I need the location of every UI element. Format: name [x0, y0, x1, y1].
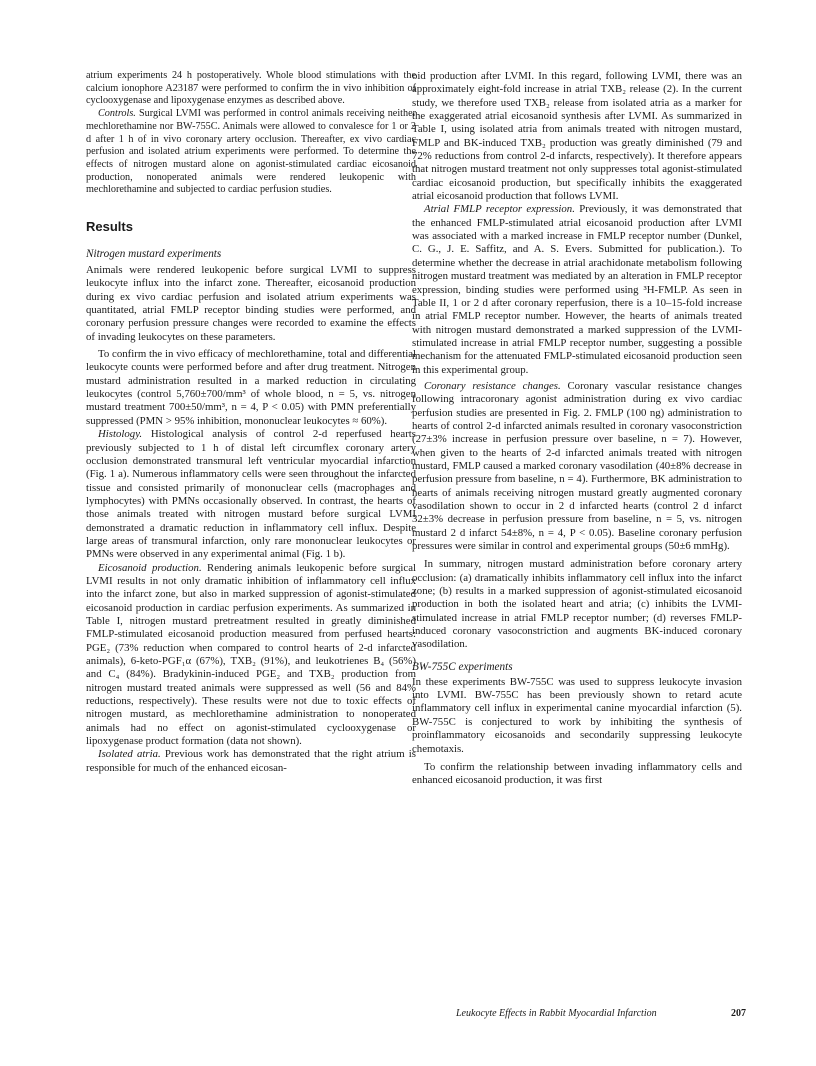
fmlp-receptor-text: Previously, it was demonstrated that the enhanced FMLP-stimulated atrial eicosanoid production after LVMI was associated with a marked increase in FMLP receptor number (Dunkel, C. G., J. E. Saffitz, and A. S. Evers. Submitted for publication.). To determine whether the decrease in atrial arachidonate metabolism following nitrogen mustard treatment was mediated by an alteration in FMLP receptor expression, binding studies were performed using ³H-FMLP. As seen in Table II, 1 or 2 d after coronary reperfusion, there is a 10–15-fold increase in atrial FMLP receptor number. However, the hearts of animals treated with nitrogen mustard demonstrated a marked suppression of the LVMI-stimulated increase in atrial FMLP receptor number, suggesting a possible mechanism for the attenuated FMLP-stimulated eicosanoid production seen in this experimental group. [412, 203, 743, 376]
running-title: Leukocyte Effects in Rabbit Myocardial Infarction [456, 1008, 657, 1019]
paragraph-controls [86, 108, 416, 197]
results-heading: Results [86, 219, 133, 235]
paragraph-leukocyte-counts: To confirm the in vivo efficacy of mechlorethamine, total and differential leukocyte counts were performed before and after drug treatment. Nitrogen mustard administration resulted in a marked reduction in circulating leukocytes (control 5,760±700/mm³ of whole blood, n = 5, vs. nitrogen mustard treatment 700±50/mm³, n = 4, P < 0.05) with PMN preferentially suppressed (PMN > 95% inhibition, mononuclear leukocytes ≈ 60%). [86, 348, 416, 427]
paragraph-bw755c-confirm: To confirm the relationship between invading inflammatory cells and enhanced eicosanoid production, it was first [412, 760, 742, 787]
paragraph-nm-intro: Animals were rendered leukopenic before surgical LVMI to suppress leukocyte influx into the infarct zone. Thereafter, eicosanoid production during ex vivo cardiac perfusion and isolated atrium experiments was quantitated, atrial FMLP receptor binding studies were performed, and coronary perfusion pressure changes were recorded to examine the effects of invading leukocytes on these parameters. [86, 264, 416, 343]
coronary-resistance-lead: Coronary resistance changes. [424, 379, 561, 392]
controls-text: Surgical LVMI was performed in control animals receiving neither mechlorethamine nor BW-755C. Animals were allowed to convalesce for 1 or 2 d after 1 h of in vivo coronary artery occlusion. Thereafter, ex vivo cardiac perfusion and isolated atrium experiments were performed. To determine the effects of nitrogen mustard alone on agonist-stimulated cardiac eicosanoid production, nonoperated animals were rendered leukopenic with mechlorethamine and subjected to cardiac perfusion studies. [86, 108, 416, 196]
coronary-resistance-text: Coronary vascular resistance changes following intracoronary agonist administration during ex vivo cardiac perfusion studies are presented in Fig. 2. FMLP (100 ng) administration to hearts of control 2-d infarcted animals resulted in coronary vasoconstriction (27±3% increase in perfusion pressure over baseline, n = 7). However, when given to the hearts of 2-d infarcted animals treated with nitrogen mustard, FMLP caused a marked coronary vasodilation (40±8% decrease in perfusion pressure from baseline, n = 4). Furthermore, BK administration to hearts of animals receiving nitrogen mustard greatly augmented coronary vasodilation shown to occur in 2 d infarcted hearts (control 2 d infarct 32±3% decrease in perfusion pressure from baseline, n = 5, vs. nitrogen mustard 2 d infarct 54±8%, n = 4, P < 0.05). Baseline coronary perfusion pressures were similar in control and experimental groups (50±6 mmHg). [412, 379, 742, 553]
left-column [86, 70, 416, 775]
controls-lead: Controls. [98, 108, 136, 120]
paragraph-histology [86, 428, 416, 561]
paragraph-methods-end: atrium experiments 24 h postoperatively. Whole blood stimulations with the calcium ionophore A23187 were performed to confirm the in vivo inhibition of cyclooxygenase and lipoxygenase enzymes as described above. [86, 70, 416, 107]
right-column [412, 70, 742, 788]
page-number: 207 [731, 1008, 746, 1019]
histology-lead: Histology. [98, 428, 143, 441]
eicosanoid-lead: Eicosanoid production. [98, 561, 202, 574]
nitrogen-mustard-heading: Nitrogen mustard experiments [86, 248, 222, 261]
paragraph-eicosanoid-production [86, 562, 416, 749]
fmlp-receptor-lead: Atrial FMLP receptor expression. [424, 203, 575, 216]
paragraph-isolated-atria [86, 748, 416, 775]
page-footer [456, 1008, 746, 1022]
isolated-atria-lead: Isolated atria. [98, 748, 161, 761]
bw755c-heading: BW-755C experiments [412, 660, 513, 673]
paragraph-fmlp-receptor [412, 203, 742, 376]
eicosanoid-text: Rendering animals leukopenic before surgical LVMI results in not only dramatic inhibition of inflammatory cell influx into the infarct zone, but also in marked suppression of agonist-stimulated eicosanoid production in cardiac perfusion experiments. As summarized in Table I, nitrogen mustard pretreatment resulted in greatly diminished FMLP-stimulated eicosanoid production measured from perfused hearts: PGE₂ (73% reduction when compared to control hearts of 2-d infarcted animals), 6-keto-PGF₁α (67%), TXB₂ (91%), and leukotrienes B₄ (56%) and C₄ (84%). Bradykinin-induced PGE₂ and TXB₂ production from nitrogen mustard treated animals were suppressed as well (56 and 84% reductions, respectively). These results were not due to toxic effects of nitrogen mustard, as mechlorethamine administration to nonoperated animals had no effect on agonist-stimulated cyclooxygenase or lipoxygenase product formation (data not shown). [86, 561, 416, 748]
paragraph-coronary-resistance [412, 380, 742, 553]
paragraph-atrial-txb2: oid production after LVMI. In this regard, following LVMI, there was an approximately eight-fold increase in atrial TXB₂ release (2). In the current study, we therefore used TXB₂ release from isolated atria as a marker for the exaggerated atrial eicosanoid synthesis after LVMI. As summarized in Table I, using isolated atria from animals treated with nitrogen mustard, FMLP and BK-induced TXB₂ production was greatly diminished (79 and 72% reductions from control 2-d infarcts, respectively). It therefore appears that nitrogen mustard treatment not only suppresses total agonist-stimulated cardiac eicosanoid production, but specifically inhibits the exaggerated atrial eicosanoid production that follows LVMI. [412, 70, 742, 203]
paragraph-bw755c-intro: In these experiments BW-755C was used to suppress leukocyte invasion into LVMI. BW-755C has been previously shown to retard acute inflammatory cell influx in experimental canine myocardial infarction (5). BW-755C is conjectured to work by inhibiting the synthesis of proinflammatory eicosanoids and secondarily suppressing leukocyte chemotaxis. [412, 675, 742, 755]
isolated-atria-text: Previous work has demonstrated that the right atrium is responsible for much of the enhanced eicosan- [86, 748, 416, 774]
paragraph-summary: In summary, nitrogen mustard administration before coronary artery occlusion: (a) dramatically inhibits inflammatory cell influx into the infarct zone; (b) results in a marked suppression of agonist-stimulated eicosanoid production in both the isolated heart and atria; (c) inhibits the LVMI-stimulated increase in atrial FMLP receptor number; (d) reverses FMLP-induced coronary vasoconstriction and augments BK-induced coronary vasodilation. [412, 558, 742, 651]
histology-text: Histological analysis of control 2-d reperfused hearts previously subjected to 1 h of distal left circumflex coronary artery occlusion demonstrated transmural left ventricular myocardial infarction (Fig. 1 a). Numerous inflammatory cells were seen throughout the infarcted tissue and consisted primarily of mononuclear cells (macrophages and lymphocytes) with PMNs occasionally observed. In contrast, the hearts of those animals treated with nitrogen mustard before surgical LVMI demonstrated a dramatic reduction in inflammatory cell influx. Despite large areas of transmural infarction, only rare mononuclear leukocytes or PMNs were observed in any experimental animal (Fig. 1 b). [86, 428, 416, 561]
